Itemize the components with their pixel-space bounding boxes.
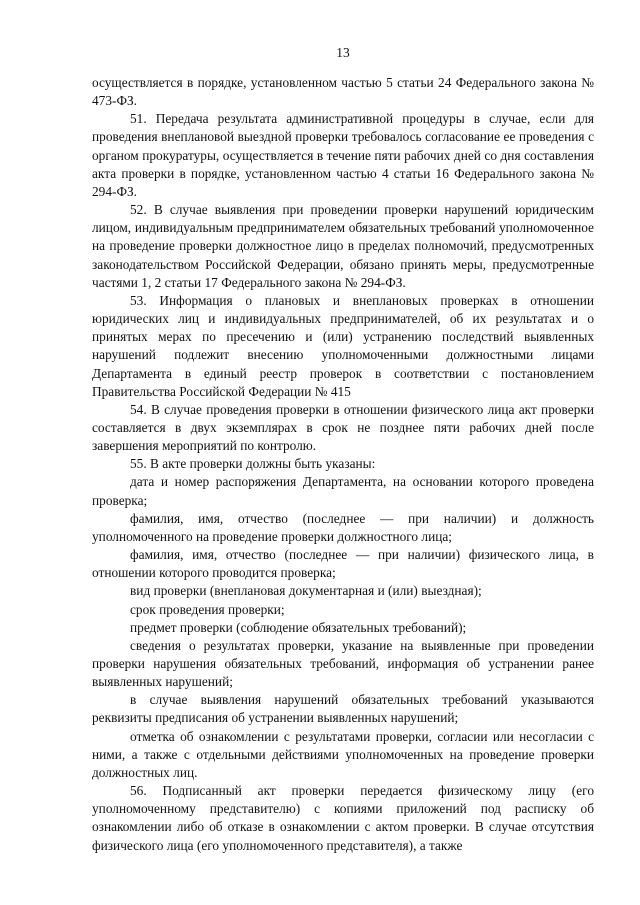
list-item-order-details: в случае выявления нарушений обязательных требований указываются реквизиты предписания об устранении выявленных нарушений; — [92, 692, 594, 726]
list-item-inspector-name: фамилия, имя, отчество (последнее — при наличии) и должность уполномоченного на проведение проверки должностного лица; — [92, 510, 594, 544]
paragraph-continuation: осуществляется в порядке, установленном частью 5 статьи 24 Федерального закона № 473-ФЗ. — [92, 75, 594, 109]
list-item-acknowledgement: отметка об ознакомлении с результатами проверки, согласии или несогласии с ними, а также с отдельными действиями уполномоченных на проведение проверки должностных лиц. — [92, 728, 594, 780]
paragraph-54: 54. В случае проведения проверки в отношении физического лица акт проверки составляется в двух экземплярах в срок не позднее пяти рабочих дней после завершения мероприятий по контролю. — [92, 401, 594, 454]
body-text — [92, 74, 594, 855]
list-item-results: сведения о результатах проверки, указание на выявленные при проведении проверки нарушения обязательных требований, информация об устранении ранее выявленных нарушений; — [92, 637, 594, 690]
list-item-order-date: дата и номер распоряжения Департамента, на основании которого проведена проверка; — [92, 474, 594, 508]
list-item-inspection-type: вид проверки (внеплановая документарная и (или) выездная); — [130, 583, 482, 599]
paragraph-51: 51. Передача результата административной процедуры в случае, если для проведения внеплановой выездной проверки требовалось согласование ее проведения с органом прокуратуры, осуществляется в течение пяти рабочих дней со дня составления акта проверки в порядке, установленном частью 4 статьи 16 Федерального закона № 294-ФЗ. — [92, 111, 594, 199]
list-item-person-name: фамилия, имя, отчество (последнее — при наличии) физического лица, в отношении которого проводится проверка; — [92, 547, 594, 581]
page-number: 13 — [336, 45, 350, 60]
paragraph-55: 55. В акте проверки должны быть указаны: — [130, 456, 376, 472]
list-item-subject: предмет проверки (соблюдение обязательных требований); — [130, 619, 467, 635]
list-item-duration: срок проведения проверки; — [130, 601, 285, 617]
paragraph-56: 56. Подписанный акт проверки передается физическому лицу (его уполномоченному представителю) с копиями приложений под расписку об ознакомлении либо об отказе в ознакомлении с актом проверки. В случае отсутствия физического лица (его уполномоченного представителя), а также — [92, 783, 594, 853]
paragraph-53: 53. Информация о плановых и внеплановых проверках в отношении юридических лиц и индивидуальных предпринимателей, об их результатах и о принятых мерах по пресечению и (или) устранению последствий выявленных нарушений подлежит внесению уполномоченными должностными лицами Департамента в единый реестр проверок в соответствии с постановлением Правительства Российской Федерации № 415 — [92, 292, 594, 399]
paragraph-52: 52. В случае выявления при проведении проверки нарушений юридическим лицом, индивидуальным предпринимателем обязательных требований уполномоченное на проведение проверки должностное лицо в пределах полномочий, предусмотренных законодательством Российской Федерации, обязано принять меры, предусмотренные частями 1, 2 статьи 17 Федерального закона № 294-ФЗ. — [92, 202, 594, 290]
